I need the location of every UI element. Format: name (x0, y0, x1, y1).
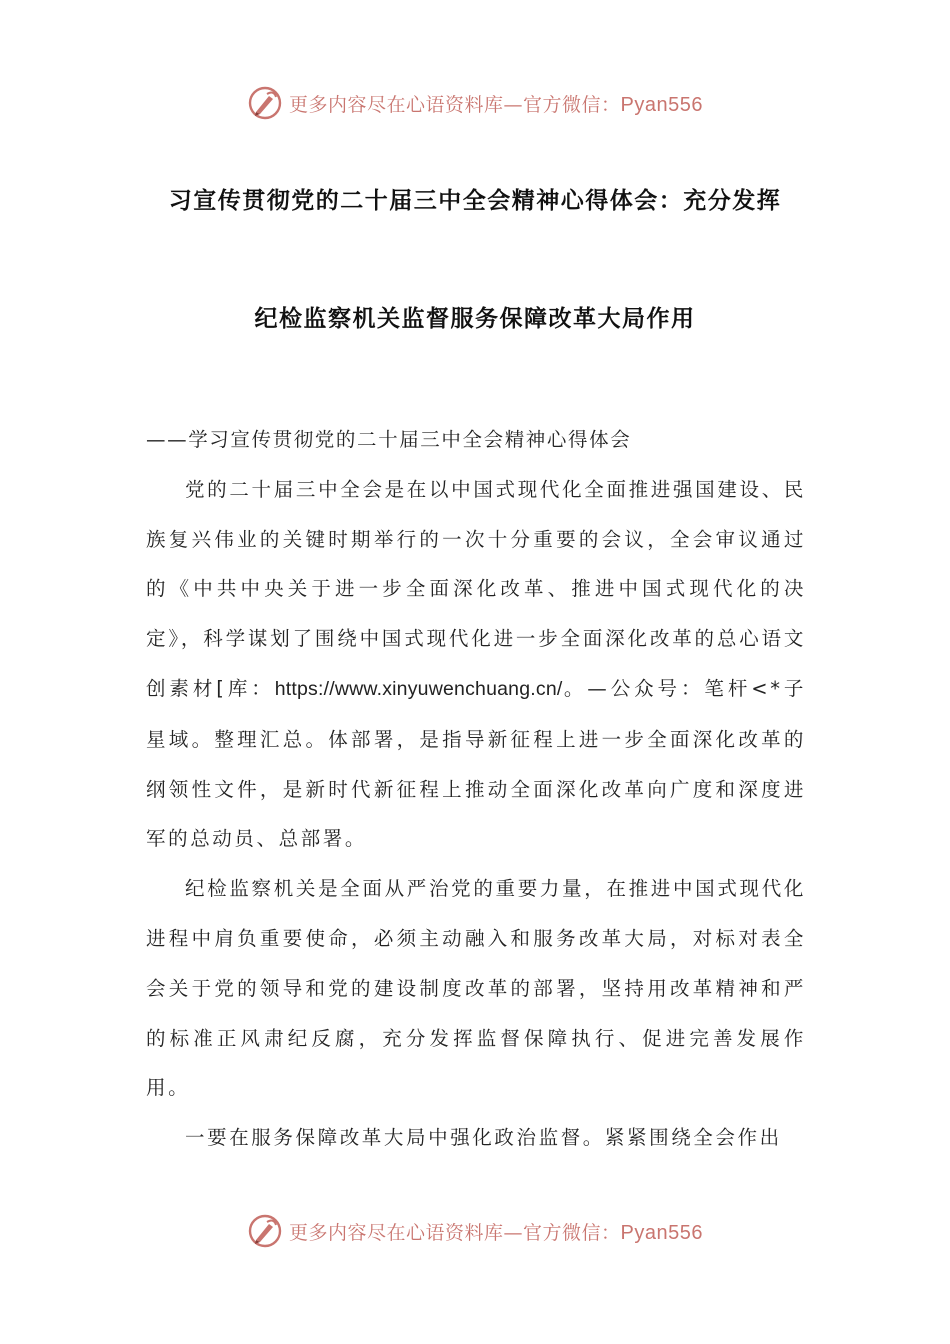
document-subtitle: ——学习宣传贯彻党的二十届三中全会精神心得体会 (146, 428, 632, 451)
banner-separator: — (503, 1221, 524, 1244)
paragraph-1-text-a: 党的二十届三中全会是在以中国式现代化全面推进强国建设、民族复兴伟业的关键时期举行的一次十分重要的会议，全会审议通过的《中共中央关于进一步全面深化改革、推进中国式现代化的决定》，科学谋划了围绕中国式现代化进一步全面深化改革的总心语文创素材[库： (146, 477, 806, 700)
paragraph-2: 纪检监察机关是全面从严治党的重要力量，在推进中国式现代化进程中肩负重要使命，必须主动融入和服务改革大局，对标对表全会关于党的领导和党的建设制度改革的部署，坚持用改革精神和严的标准正风肃纪反腐，充分发挥监督保障执行、促进完善发展作用。 (146, 877, 806, 1100)
banner-contact-label: 官方微信： (523, 93, 621, 116)
paragraph-1-url: https://www.xinyuwenchuang.cn/ (274, 677, 563, 700)
pen-circle-logo-icon (247, 1213, 283, 1249)
banner-contact-id: Pyan556 (620, 93, 703, 116)
banner-site-name: 更多内容尽在心语资料库 (289, 1221, 504, 1244)
document-body (146, 415, 806, 1163)
document-title-line-2: 纪检监察机关监督服务保障改革大局作用 (254, 306, 696, 332)
document-title-line-1: 习宣传贯彻党的二十届三中全会精神心得体会：充分发挥 (168, 188, 782, 214)
header-watermark-banner (0, 83, 950, 123)
paragraph-1-text-b: 。—公众号：笔杆<*子星域。整理汇总。体部署，是指导新征程上进一步全面深化改革的纲领性文件，是新时代新征程上推动全面深化改革向广度和深度进军的总动员、总部署。 (146, 676, 806, 851)
paragraph-1 (146, 465, 806, 864)
paragraph-3: 一要在服务保障改革大局中强化政治监督。紧紧围绕全会作出 (185, 1126, 782, 1150)
banner-separator: — (503, 93, 524, 116)
banner-contact-id: Pyan556 (620, 1221, 703, 1244)
footer-watermark-banner (0, 1211, 950, 1251)
pen-circle-logo-icon (247, 85, 283, 121)
banner-text (289, 1218, 703, 1245)
banner-text (289, 90, 703, 117)
banner-site-name: 更多内容尽在心语资料库 (289, 93, 504, 116)
banner-contact-label: 官方微信： (523, 1221, 621, 1244)
